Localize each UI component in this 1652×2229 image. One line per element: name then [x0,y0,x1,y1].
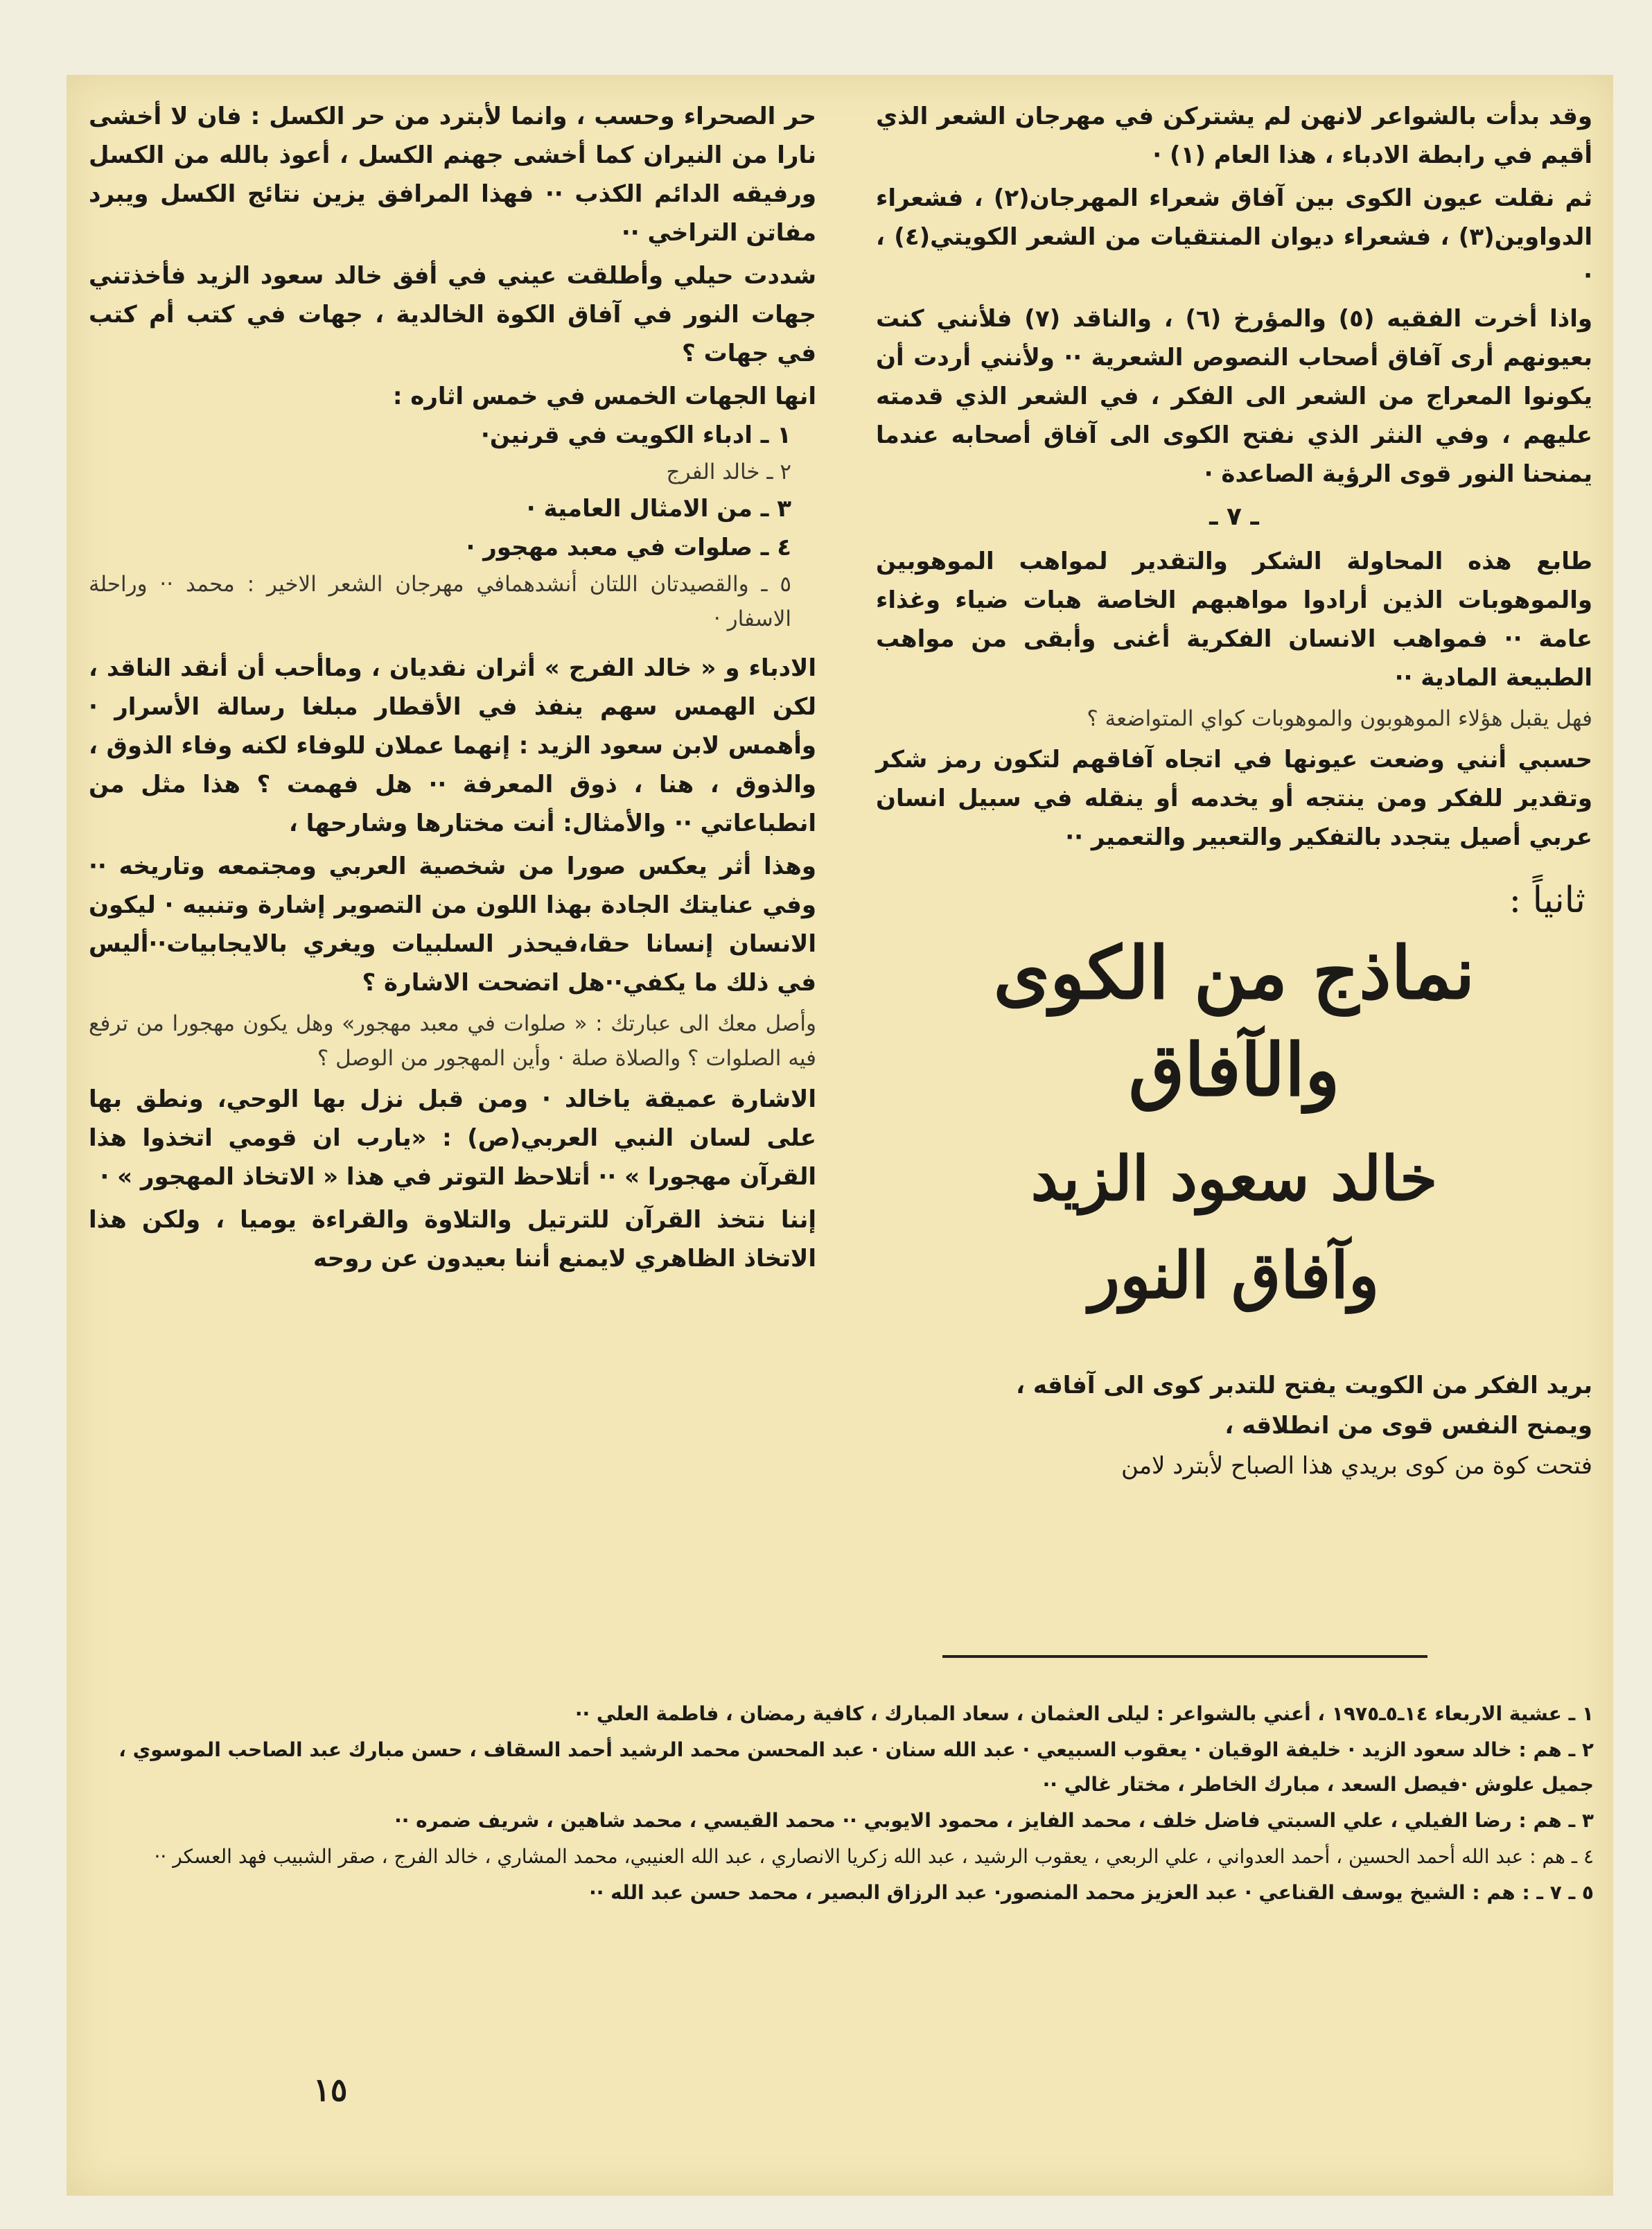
title-author-name: خالد سعود الزيد [1030,1142,1438,1214]
works-list [89,377,816,636]
footnote: ٤ ـ هم : عبد الله أحمد الحسين ، أحمد العدواني ، علي الربعي ، يعقوب الرشيد ، عبد الله زكريا الانصاري ، عبد الله العنيبي، محمد المشاري ، خالد الفرج ، صقر الشبيب فهد العسكر ·· [154,1845,1594,1868]
intro-block [876,1365,1592,1486]
paragraph-prayers: وأصل معك الى عبارتك : « صلوات في معبد مهجور» وهل يكون مهجورا من ترفع فيه الصلوات ؟ والصلاة صلة · وأين المهجور من الوصل ؟ [89,1011,816,1071]
works-list-intro: انها الجهات الخمس في خمس اثاره : [392,383,816,410]
intro-line: بريد الفكر من الكويت يفتح للتدبر كوى الى آفاقه ، [1016,1372,1592,1399]
footnotes [104,1697,1594,1912]
footnote: ٥ ـ ٧ ـ : هم : الشيخ يوسف القناعي · عبد العزيز محمد المنصور· عبد الرزاق البصير ، محمد حسن عبد الله ·· [589,1881,1594,1904]
paragraph-question: فهل يقبل هؤلاء الموهوبون والموهوبات كواي المتواضعة ؟ [1087,706,1592,731]
title-main: نماذج من الكوى والآفاق [993,930,1475,1112]
paragraph-directions: شددت حيلي وأطلقت عيني في أفق خالد سعود الزيد فأخذتني جهات النور في آفاق الكوة الخالدية ، جهات في كتب أم كتب في جهات ؟ [89,262,816,367]
section-number: ـ ٧ ـ [1209,502,1259,531]
paragraph-poetesses: وقد بدأت بالشواعر لانهن لم يشتركن في مهرجان الشعر الذي أقيم في رابطة الادباء ، هذا العام (١) · [876,103,1592,169]
footnote-separator [942,1655,1427,1658]
footnote: ٣ ـ هم : رضا الفيلي ، علي السبتي فاضل خلف ، محمد الفايز ، محمود الايوبي ·· محمد القيسي ، محمد شاهين ، شريف ضمره ·· [394,1809,1594,1832]
left-column [89,97,816,1282]
intro-line: فتحت كوة من كوى بريدي هذا الصباح لأبترد لامن [1121,1452,1592,1480]
intro-line: ويمنح النفس قوى من انطلاقه ، [1224,1412,1592,1440]
paragraph-critique: الادباء و « خالد الفرج » أثران نقديان ، وماأحب أن أنقد الناقد ، لكن الهمس سهم ينفذ في الأقطار مبلغا رسالة الأسرار · وأهمس لابن سعود الزيد : إنهما عملان للوفاء لكنه وفاء الذوق ، والذوق ، هنا ، ذوق المعرفة ·· هل فهمت ؟ هذا مثل من انطباعاتي ·· والأمثال: أنت مختارها وشارحها ، [89,654,816,837]
page-number: ١٥ [313,2071,348,2108]
title-prefix: ثانياً : [1509,880,1585,921]
list-item: ٢ ـ خالد الفرج [666,460,791,484]
title-subtitle: وآفاق النور [1089,1238,1380,1313]
paragraph-revelation: الاشارة عميقة ياخالد · ومن قبل نزل بها الوحي، ونطق بها على لسان النبي العربي(ص) : «يارب ان قومي اتخذوا هذا القرآن مهجورا » ·· أتلاحظ التوتر في هذا « الاتخاذ المهجور » · [89,1085,816,1191]
list-item: ٤ ـ صلوات في معبد مهجور · [466,534,791,561]
paragraph-image: وهذا أثر يعكس صورا من شخصية العربي ومجتمعه وتاريخه ·· وفي عنايتك الجادة بهذا اللون من التصوير إشارة وتنبيه · ليكون الانسان إنسانا حقا،فيحذر السلبيات ويغري بالايجابيات··أليس في ذلك ما يكفي··هل اتضحت الاشارة ؟ [89,853,816,997]
paragraph-quran: إننا نتخذ القرآن للترتيل والتلاوة والقراءة يوميا ، ولكن هذا الاتخاذ الظاهري لايمنع أننا بعيدون عن روحه [89,1206,816,1273]
footnote: ٢ ـ هم : خالد سعود الزيد · خليفة الوقيان · يعقوب السبيعي · عبد الله سنان · عبد المحسن محمد الرشيد أحمد السقاف ، حسن مبارك عبد الصاحب الموسوي ، جميل علوش ·فيصل السعد ، مبارك الخاطر ، مختار غالي ·· [118,1738,1594,1796]
list-item: ٣ ـ من الامثال العامية · [526,495,791,523]
right-column [876,97,1592,1486]
paragraph-scholars: واذا أخرت الفقيه (٥) والمؤرخ (٦) ، والناقد (٧) فلأنني كنت بعيونهم أرى آفاق أصحاب النصوص الشعرية ·· ولأنني أردت أن يكونوا المعراج من الشعر الى الفكر ، في الشعر الذي قدمته عليهم ، وفي النثر الذي نفتح الكوى الى آفاق أصحابه عندما يمنحنا النور قوى الرؤية الصاعدة · [876,305,1593,488]
paragraph-heat: حر الصحراء وحسب ، وانما لأبترد من حر الكسل : فان لا أخشى نارا من النيران كما أخشى جهنم الكسل ، أعوذ بالله من الكسل ورفيقه الدائم الكذب ·· فهذا المرافق يزين نتائج الكسل ويبرد مفاتن التراخي ·· [89,103,816,247]
article-title-block [876,876,1592,1324]
paragraph-festival-poets: ثم نقلت عيون الكوى بين آفاق شعراء المهرجان(٢) ، فشعراء الدواوين(٣) ، فشعراء ديوان المنتقيات من الشعر الكويتي(٤) ، · [876,184,1592,290]
list-item: ٥ ـ والقصيدتان اللتان أنشدهمافي مهرجان الشعر الاخير : محمد ·· وراحلة الاسفار · [89,572,791,631]
footnote: ١ ـ عشية الاربعاء ١٤ـ٥ـ١٩٧٥ ، أعني بالشواعر : ليلى العثمان ، سعاد المبارك ، كافية رمضان ، فاطمة العلي ·· [574,1702,1594,1725]
paragraph-gratitude: طابع هذه المحاولة الشكر والتقدير لمواهب الموهوبين والموهوبات الذين أرادوا مواهبهم الخاصة هبات ضياء وغذاء عامة ·· فمواهب الانسان الفكرية أغنى وأبقى من مواهب الطبيعة المادية ·· [876,548,1592,692]
list-item: ١ ـ ادباء الكويت في قرنين· [480,421,791,449]
paragraph-hope: حسبي أنني وضعت عيونها في اتجاه آفاقهم لتكون رمز شكر وتقدير للفكر ومن ينتجه أو يخدمه أو ينقله في سبيل انسان عربي أصيل يتجدد بالتفكير والتعبير والتعمير ·· [876,746,1592,851]
